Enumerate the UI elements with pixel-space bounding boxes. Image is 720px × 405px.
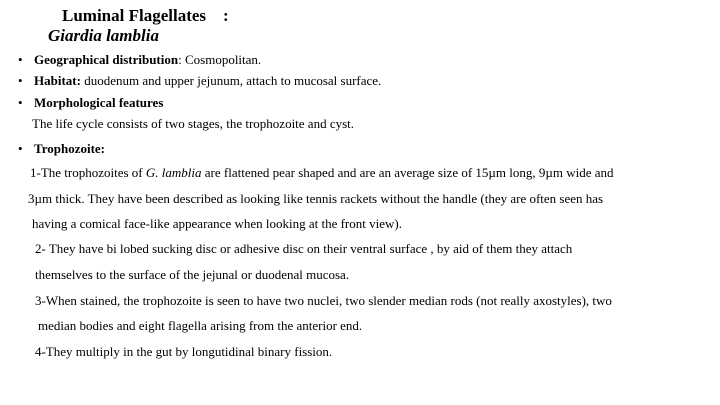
p1-line-3: having a comical face-like appearance when looking at the front view).: [32, 216, 402, 231]
p1-line-2: 3µm thick. They have been described as looking like tennis rackets without the handle (they are often seen has: [28, 191, 604, 206]
p1-species: G. lamblia: [145, 165, 202, 180]
p1-text-b: are flattened pear shaped and are an average size of 15µm long, 9µm wide and: [201, 165, 614, 180]
p3-line-1: 3-When stained, the trophozoite is seen to have two nuclei, two slender median rods (not really axostyles), two: [35, 293, 612, 308]
morph-label: Morphological features: [34, 95, 164, 110]
p1-text-a: 1-The trophozoites of: [30, 165, 146, 180]
p3-line-2: median bodies and eight flagella arising from the anterior end.: [38, 318, 363, 333]
tropho-label: Trophozoite:: [34, 141, 106, 156]
title-line-1: Luminal Flagellates :: [62, 6, 229, 25]
bullet-geo: •: [18, 52, 23, 67]
morph-desc: The life cycle consists of two stages, the trophozoite and cyst.: [32, 116, 355, 131]
habitat-label: Habitat:: [34, 73, 81, 88]
geo-text: : Cosmopolitan.: [178, 52, 262, 67]
habitat-text: duodenum and upper jejunum, attach to mucosal surface.: [80, 73, 382, 88]
p2-line-1: 2- They have bi lobed sucking disc or adhesive disc on their ventral surface , by aid of them they attach: [35, 241, 573, 256]
bullet-morph: •: [18, 95, 23, 110]
bullet-tropho: •: [18, 141, 23, 156]
geo-label: Geographical distribution: [34, 52, 179, 67]
title-line-2: Giardia lamblia: [48, 26, 159, 45]
geo-row: [34, 52, 261, 68]
bullet-habitat: •: [18, 73, 23, 88]
p4-line-1: 4-They multiply in the gut by longutidinal binary fission.: [35, 344, 333, 359]
p2-line-2: themselves to the surface of the jejunal or duodenal mucosa.: [35, 267, 350, 282]
p1-line-1: [30, 165, 614, 181]
habitat-row: [34, 73, 381, 89]
